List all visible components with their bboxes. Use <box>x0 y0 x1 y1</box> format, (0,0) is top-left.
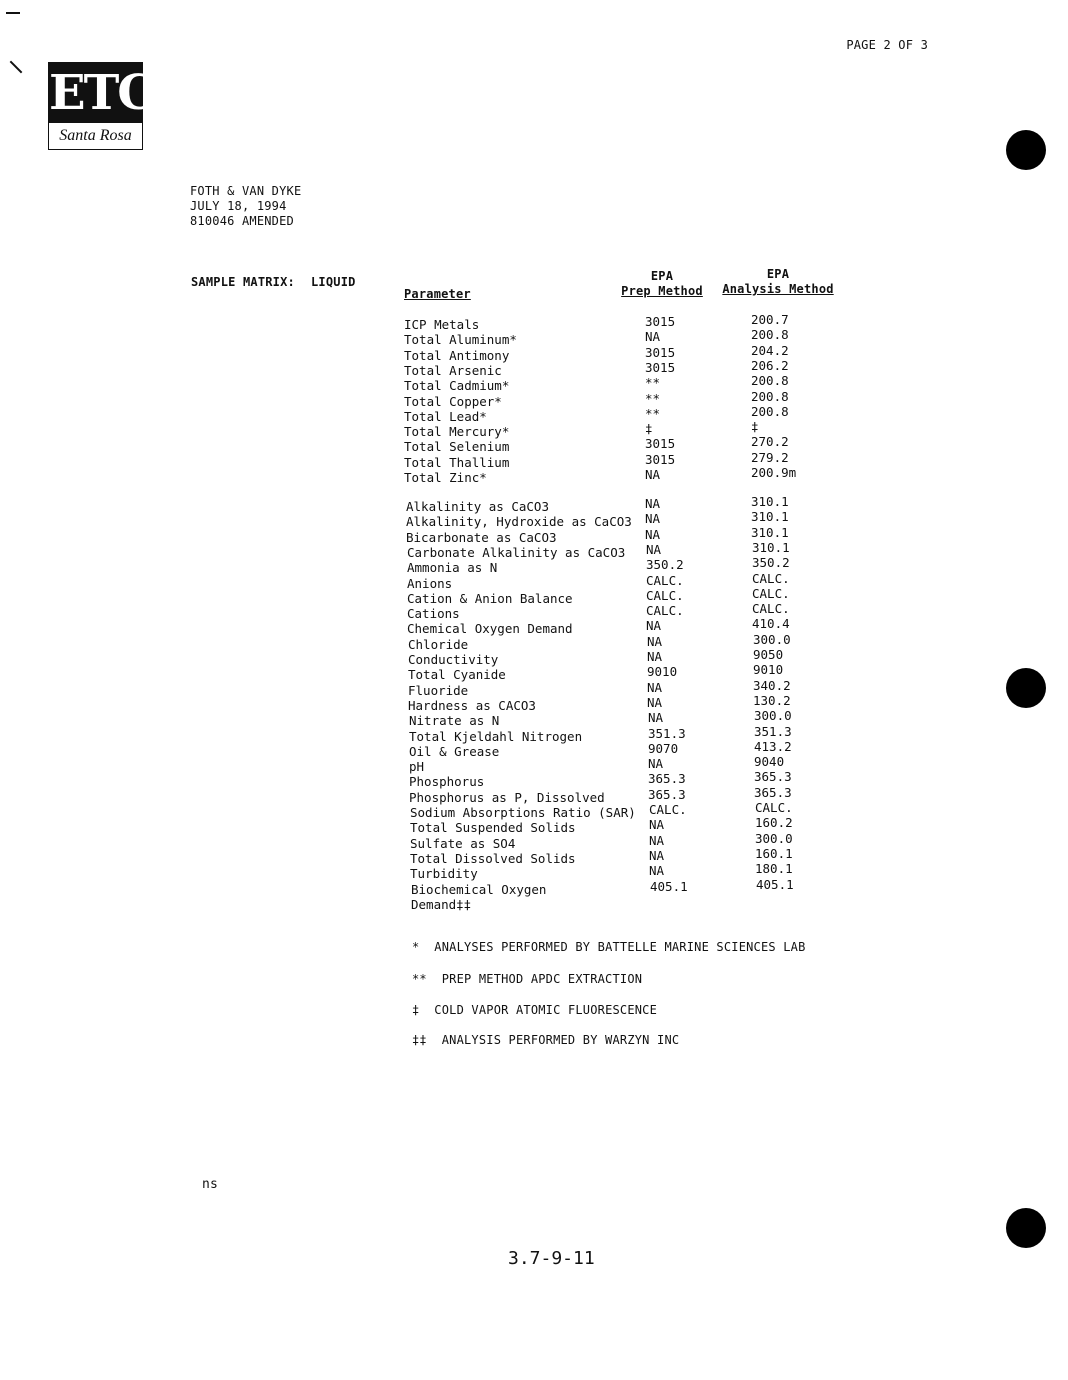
footnote: ** PREP METHOD APDC EXTRACTION <box>412 972 643 986</box>
parameter-cell: Carbonate Alkalinity as CaCO3 <box>407 544 626 560</box>
prep-method-cell: NA <box>645 496 661 511</box>
prep-method-cell: 3015 <box>645 344 676 360</box>
parameter-cell: Conductivity <box>408 652 499 667</box>
analysis-method-cell: 310.1 <box>751 509 789 525</box>
analysis-method-cell: ‡ <box>751 419 759 435</box>
analysis-method-cell: 300.0 <box>754 708 792 724</box>
parameter-cell: ICP Metals <box>404 317 480 332</box>
analysis-method-cell: 300.0 <box>753 631 791 647</box>
parameter-cell: Demand‡‡ <box>411 896 472 912</box>
analysis-method-cell: 200.8 <box>751 388 789 404</box>
prep-method-cell: CALC. <box>646 603 684 619</box>
prep-method-cell: 350.2 <box>646 557 684 573</box>
report-reference: 810046 AMENDED <box>190 214 294 228</box>
analysis-method-cell: CALC. <box>752 585 790 601</box>
prep-method-cell: 9010 <box>647 664 678 680</box>
parameter-cell: Total Lead* <box>404 408 487 424</box>
prep-method-cell: 405.1 <box>650 878 688 894</box>
document-code: 3.7-9-11 <box>508 1248 595 1269</box>
analysis-method-cell: 340.2 <box>753 677 791 693</box>
analysis-method-cell: 365.3 <box>754 784 792 800</box>
parameter-cell: Chemical Oxygen Demand <box>407 621 573 637</box>
analysis-method-cell: 200.8 <box>751 327 789 343</box>
prep-method-cell: NA <box>645 511 661 527</box>
parameter-cell: Total Aluminum* <box>404 332 517 348</box>
binder-hole <box>1006 668 1046 708</box>
parameter-cell: Chloride <box>408 636 469 652</box>
prep-method-cell: NA <box>648 710 664 726</box>
analysis-method-cell: 351.3 <box>754 723 792 739</box>
parameter-cell: Sodium Absorptions Ratio (SAR) <box>410 805 636 820</box>
parameter-column-header: Parameter <box>404 287 471 301</box>
parameter-cell: Turbidity <box>410 866 478 882</box>
parameter-cell: Hardness as CACO3 <box>408 697 536 713</box>
footnote: * ANALYSES PERFORMED BY BATTELLE MARINE SCIENCES LAB <box>412 940 806 954</box>
analysis-method-cell: 9040 <box>754 754 785 770</box>
prep-method-cell: 3015 <box>645 436 676 452</box>
binder-hole <box>1006 130 1046 170</box>
parameter-cell: Oil & Grease <box>409 743 500 759</box>
prep-method-cell: ‡ <box>645 421 653 437</box>
analysis-method-cell: 300.0 <box>755 830 793 846</box>
prep-method-cell: NA <box>647 694 663 710</box>
parameter-cell: Bicarbonate as CaCO3 <box>406 529 557 545</box>
parameter-cell: Cation & Anion Balance <box>407 590 573 606</box>
analysis-method-cell: 270.2 <box>751 434 789 450</box>
parameter-cell: Total Suspended Solids <box>410 820 576 836</box>
parameter-cell: Nitrate as N <box>409 713 500 729</box>
prep-method-cell: ** <box>645 405 661 421</box>
analysis-method-cell: 200.8 <box>751 373 789 389</box>
client-header <box>190 184 301 229</box>
analysis-method-cell: 413.2 <box>754 738 792 754</box>
client-name: FOTH & VAN DYKE <box>190 184 302 198</box>
analysis-method-cell: 204.2 <box>751 342 789 358</box>
footnote: ‡ COLD VAPOR ATOMIC FLUORESCENCE <box>412 1003 658 1017</box>
prep-method-cell: NA <box>646 618 662 634</box>
analysis-method-cell: CALC. <box>752 601 790 617</box>
analysis-method-cell: 310.1 <box>751 524 789 540</box>
analysis-method-cell: 350.2 <box>752 555 790 571</box>
binder-hole <box>1006 1208 1046 1248</box>
report-date: JULY 18, 1994 <box>190 199 287 213</box>
analysis-method-cell: 200.8 <box>751 403 789 419</box>
etc-logo <box>48 62 154 150</box>
prep-method-cell: NA <box>647 633 663 649</box>
prep-method-cell: 3015 <box>645 359 676 375</box>
parameter-cell: Ammonia as N <box>407 560 498 576</box>
analysis-method-cell: 310.1 <box>751 494 789 509</box>
prep-method-cell: NA <box>646 541 662 557</box>
parameter-cell: Sulfate as SO4 <box>410 835 516 851</box>
prep-method-cell: 365.3 <box>648 771 686 787</box>
prep-method-cell: CALC. <box>646 572 684 588</box>
parameter-cell: Total Thallium <box>404 454 510 470</box>
parameter-cell: Total Antimony <box>404 347 510 363</box>
analysis-method-cell: 206.2 <box>751 357 789 373</box>
prep-method-cell: 365.3 <box>648 786 686 802</box>
prep-method-cell: NA <box>649 832 665 848</box>
logo-bottom-text: Santa Rosa <box>59 127 132 144</box>
parameter-cell: Total Zinc* <box>404 470 487 485</box>
analysis-method-cell: 180.1 <box>755 861 793 877</box>
prep-method-cell: CALC. <box>646 587 684 603</box>
parameter-cell: Phosphorus <box>409 774 485 790</box>
prep-method-cell: NA <box>649 847 665 863</box>
analysis-method-cell: 130.2 <box>753 692 791 708</box>
analysis-method-cell: 200.7 <box>751 312 789 327</box>
parameter-cell: Total Mercury* <box>404 424 510 440</box>
prep-method-cell: NA <box>648 756 664 772</box>
prep-method-cell: CALC. <box>649 802 687 817</box>
scan-mark <box>6 12 20 14</box>
sample-matrix-label: SAMPLE MATRIX: <box>191 275 295 289</box>
parameter-cell: Total Copper* <box>404 393 502 409</box>
logo-top-text: ETC <box>49 65 154 121</box>
analysis-method-cell: 160.1 <box>755 845 793 861</box>
prep-method-cell: ** <box>645 375 661 391</box>
parameter-cell: Fluoride <box>408 682 469 698</box>
parameter-cell: Anions <box>407 575 453 591</box>
parameter-cell: Total Arsenic <box>404 362 502 378</box>
prep-method-cell: 3015 <box>645 451 676 467</box>
parameter-cell: Total Cadmium* <box>404 378 510 394</box>
prep-method-column-header: EPA Prep Method <box>621 269 703 298</box>
prep-method-cell: NA <box>645 467 661 482</box>
prep-method-cell: 9070 <box>648 740 679 756</box>
parameter-cell: Total Cyanide <box>408 667 506 683</box>
typist-initials: ns <box>202 1177 219 1192</box>
prep-method-cell: NA <box>649 863 665 879</box>
parameter-cell: Phosphorus as P, Dissolved <box>409 789 605 805</box>
page-number: PAGE 2 OF 3 <box>846 38 928 52</box>
analysis-method-cell: 410.4 <box>752 616 790 632</box>
parameter-cell: Alkalinity as CaCO3 <box>406 499 549 514</box>
prep-method-cell: NA <box>647 679 663 695</box>
sample-matrix-value: LIQUID <box>311 275 356 289</box>
analysis-method-cell: 9010 <box>753 662 784 678</box>
analysis-method-cell: 365.3 <box>754 769 792 785</box>
analysis-method-cell: CALC. <box>755 800 793 815</box>
parameter-cell: Alkalinity, Hydroxide as CaCO3 <box>406 514 632 530</box>
prep-method-cell: NA <box>645 526 661 542</box>
analysis-method-cell: 160.2 <box>755 815 793 831</box>
analysis-method-cell: 405.1 <box>756 876 794 892</box>
prep-method-cell: ** <box>645 390 661 406</box>
scan-mark <box>10 61 23 74</box>
footnote: ‡‡ ANALYSIS PERFORMED BY WARZYN INC <box>412 1033 680 1047</box>
analysis-method-cell: 310.1 <box>752 539 790 555</box>
analysis-method-cell: CALC. <box>752 570 790 586</box>
analysis-method-cell: 200.9m <box>751 465 797 480</box>
parameter-cell: Total Kjeldahl Nitrogen <box>409 728 583 744</box>
analysis-method-column-header: EPA Analysis Method <box>722 267 834 296</box>
parameter-cell: Total Dissolved Solids <box>410 850 576 866</box>
parameter-cell: Biochemical Oxygen <box>411 881 547 897</box>
parameter-cell: Cations <box>407 606 460 622</box>
parameter-cell: pH <box>409 759 425 775</box>
parameter-cell: Total Selenium <box>404 439 510 455</box>
prep-method-cell: 3015 <box>645 314 676 329</box>
prep-method-cell: NA <box>645 329 661 345</box>
prep-method-cell: NA <box>649 817 665 833</box>
prep-method-cell: NA <box>647 649 663 664</box>
analysis-method-cell: 9050 <box>753 647 784 662</box>
prep-method-cell: 351.3 <box>648 725 686 741</box>
analysis-method-cell: 279.2 <box>751 449 789 465</box>
